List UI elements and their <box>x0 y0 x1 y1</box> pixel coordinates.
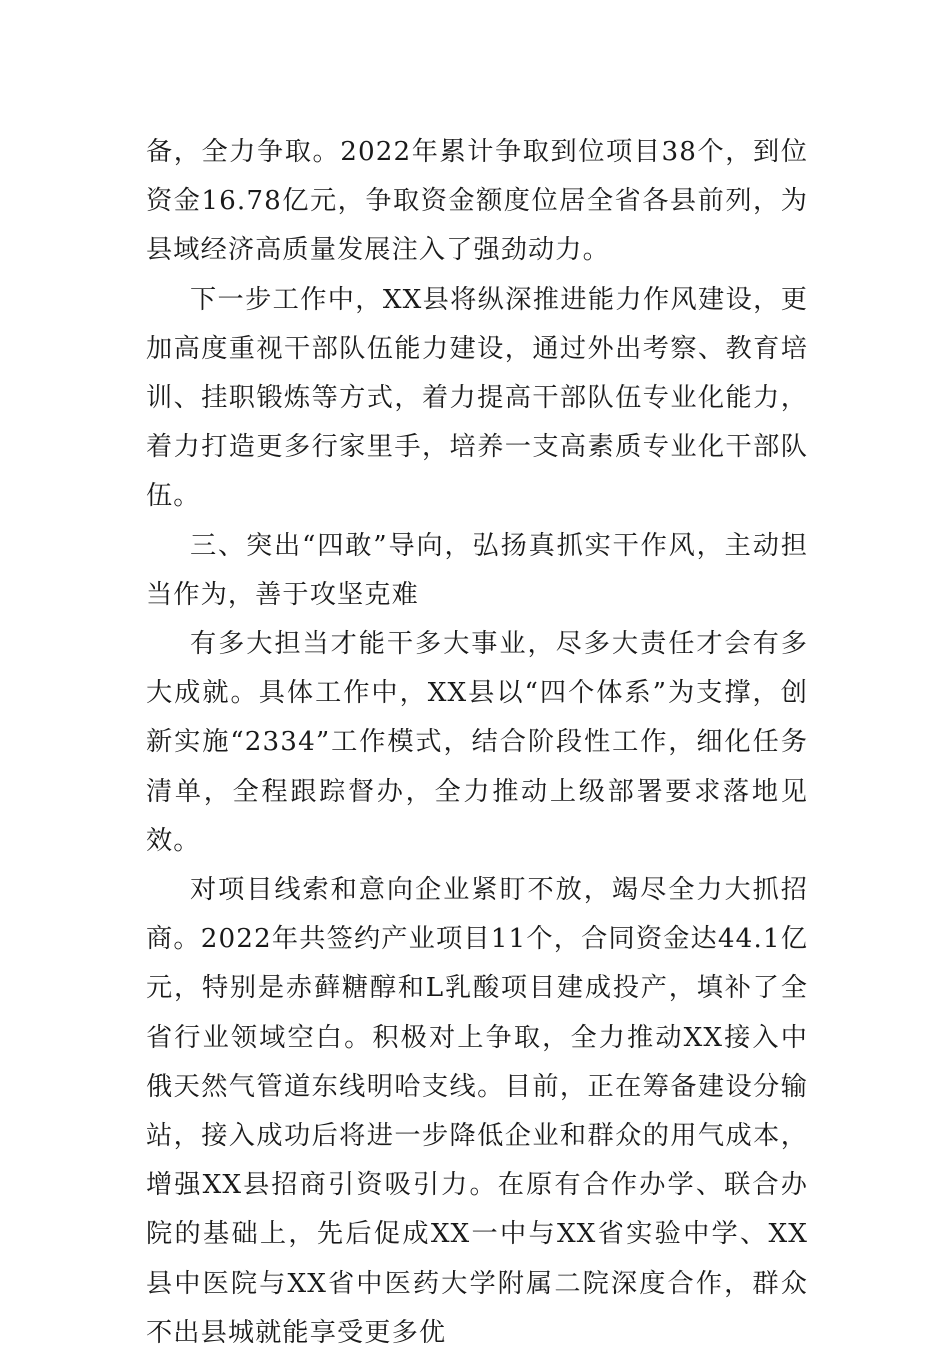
paragraph-next-steps: 下一步工作中，XX县将纵深推进能力作风建设，更加高度重视干部队伍能力建设，通过外出考察、教育培训、挂职锻炼等方式，着力提高干部队伍专业化能力，着力打造更多行家里手，培养一支高素质专业化干部队伍。 <box>146 284 808 512</box>
document-body <box>146 128 808 1358</box>
paragraph-investment-attraction: 对项目线索和意向企业紧盯不放，竭尽全力大抓招商。2022年共签约产业项目11个，合同资金达44.1亿元，特别是赤藓糖醇和L乳酸项目建成投产，填补了全省行业领域空白。积极对上争取，全力推动XX接入中俄天然气管道东线明哈支线。目前，正在筹备建设分输站，接入成功后将进一步降低企业和群众的用气成本，增强XX县招商引资吸引力。在原有合作办学、联合办院的基础上，先后促成XX一中与XX省实验中学、XX县中医院与XX省中医药大学附属二院深度合作，群众不出县城就能享受更多优 <box>146 875 808 1348</box>
section-heading-three: 三、突出“四敢”导向，弘扬真抓实干作风，主动担当作为，善于攻坚克难 <box>146 530 808 610</box>
paragraph-funding-summary: 备，全力争取。2022年累计争取到位项目38个，到位资金16.78亿元，争取资金额度位居全省各县前列，为县域经济高质量发展注入了强劲动力。 <box>146 137 808 266</box>
paragraph-responsibility: 有多大担当才能干多大事业，尽多大责任才会有多大成就。具体工作中，XX县以“四个体系”为支撑，创新实施“2334”工作模式，结合阶段性工作，细化任务清单，全程跟踪督办，全力推动上级部署要求落地见效。 <box>146 629 808 856</box>
